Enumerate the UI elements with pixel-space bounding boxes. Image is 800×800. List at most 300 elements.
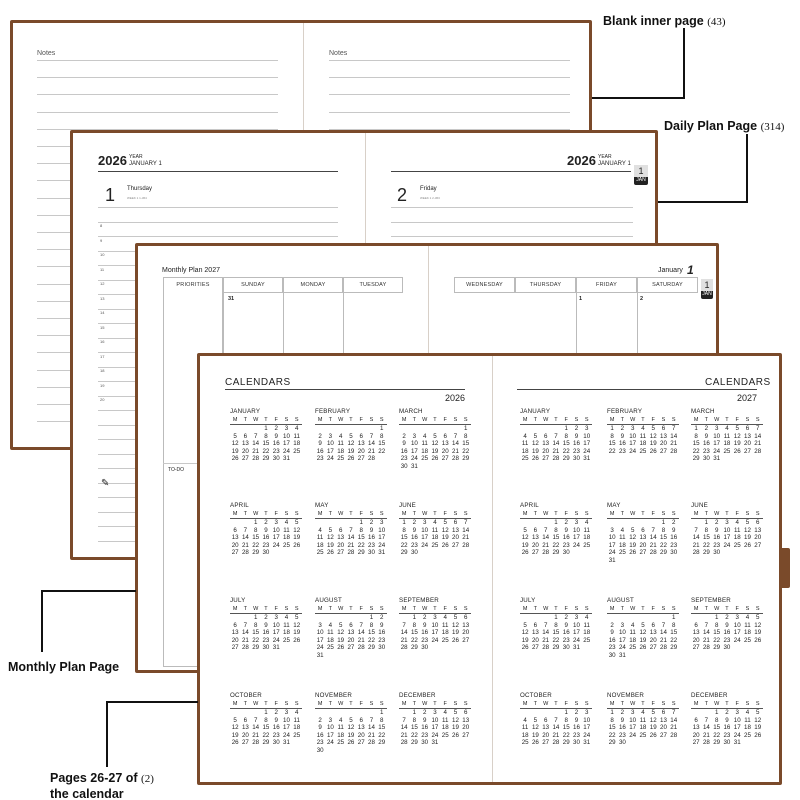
calendars-title-right: CALENDARS [705, 377, 771, 388]
day-cell: 4 [725, 425, 729, 432]
hour-label: 19 [100, 382, 105, 388]
day-cell: 11 [337, 724, 344, 732]
weekday-letter: F [443, 417, 447, 423]
day-cell: 11 [283, 526, 290, 534]
calendar-pages-book [197, 353, 782, 785]
day-cell: 17 [573, 534, 580, 542]
week-row [691, 709, 763, 717]
day-cell: 30 [723, 644, 731, 652]
weekday-letter: W [714, 606, 720, 612]
day-cell: 5 [453, 709, 458, 716]
day-cell: 2 [380, 614, 384, 621]
day-cell: 27 [357, 455, 365, 463]
day-cell [240, 519, 250, 527]
day-cell: 19 [231, 447, 239, 455]
hour-label: 16 [100, 339, 105, 344]
day-cell: 3 [328, 432, 333, 440]
day-cell: 27 [542, 455, 550, 463]
week-row [230, 709, 302, 717]
month-tab[interactable] [634, 165, 648, 185]
day-cell: 17 [316, 636, 324, 644]
weekday-letter: F [443, 606, 447, 612]
day-cell: 8 [412, 621, 417, 629]
weekday-letter: M [609, 701, 615, 707]
day-cell: 14 [452, 440, 459, 448]
day-cell: 17 [629, 724, 637, 732]
day-cell: 17 [733, 629, 741, 637]
weekday-letter: S [284, 606, 289, 612]
weekday-header [399, 701, 471, 709]
day-cell: 28 [542, 644, 550, 652]
day-cell: 29 [562, 739, 570, 747]
week-row [230, 455, 302, 463]
day-cell [691, 519, 701, 527]
day-cell: 13 [231, 629, 239, 637]
weekday-header [315, 606, 387, 614]
week-row [520, 455, 592, 463]
weekday-letter: T [328, 606, 333, 612]
week-row [520, 614, 592, 622]
month-block-january [230, 408, 302, 463]
day-cell: 22 [252, 541, 260, 549]
month-name: FEBRUARY [315, 408, 351, 415]
ruled-line [329, 112, 570, 113]
week-row [520, 519, 592, 527]
day-cell: 8 [412, 716, 417, 724]
day-cell: 27 [744, 447, 751, 455]
day-cell: 29 [608, 739, 616, 747]
weekday-header [399, 417, 471, 425]
day-cell: 28 [670, 731, 678, 739]
day-cell: 24 [733, 636, 741, 644]
day-cell: 13 [754, 526, 762, 534]
day-cell: 30 [573, 739, 580, 747]
day-cell: 1 [714, 614, 719, 621]
weekday-letter: F [564, 606, 568, 612]
month-name: MAY [315, 502, 329, 509]
day-cell: 10 [431, 621, 439, 629]
day-cell [450, 549, 460, 557]
week-row [691, 622, 763, 630]
day-cell: 29 [552, 549, 560, 557]
day-cell: 25 [441, 636, 449, 644]
day-cell [617, 614, 627, 622]
day-cell: 14 [670, 432, 678, 440]
week-row [520, 709, 592, 717]
day-cell: 25 [639, 447, 647, 455]
week-row [607, 549, 679, 557]
day-cell [430, 425, 440, 433]
day-cell: 2 [704, 425, 709, 432]
day-cell: 3 [585, 709, 589, 716]
day-cell: 22 [262, 447, 270, 455]
day-cell: 24 [378, 541, 386, 549]
callout-calendar-pages [50, 771, 154, 800]
day-cell: 26 [326, 549, 334, 557]
week-row [230, 732, 302, 740]
day-cell: 18 [337, 731, 345, 739]
day-cell: 20 [542, 731, 550, 739]
day-cell [230, 709, 240, 717]
day-cell [742, 549, 752, 557]
weekday-letter: W [543, 606, 549, 612]
week-row [315, 534, 387, 542]
day-cell: 9 [318, 440, 322, 448]
callout-line [42, 590, 136, 592]
day-cell: 26 [293, 541, 301, 549]
callout-daily-plan-page [664, 119, 784, 133]
weekday-letter: T [725, 511, 729, 517]
day-cell [230, 614, 240, 622]
weekday-letter: T [349, 701, 353, 707]
day-cell: 20 [462, 724, 470, 732]
day-cell [648, 739, 658, 747]
callout-line [658, 201, 748, 203]
day-cell: 29 [378, 739, 386, 747]
daily-year-word-right: YEAR [598, 154, 612, 160]
weekday-header [607, 701, 679, 709]
day-cell [346, 614, 356, 622]
day-cell: 11 [639, 716, 647, 724]
day-cell: 16 [410, 534, 418, 542]
day-cell: 9 [610, 629, 614, 637]
day-cell [450, 644, 460, 652]
day-cell: 19 [293, 534, 301, 542]
day-cell [669, 557, 679, 565]
day-cell: 28 [552, 455, 560, 463]
day-cell: 22 [702, 541, 710, 549]
day-cell: 5 [349, 432, 353, 440]
day-cell: 27 [660, 447, 667, 455]
day-cell: 8 [264, 432, 268, 440]
day-cell: 4 [630, 621, 635, 629]
weekday-letter: T [641, 701, 645, 707]
day-cell: 3 [284, 425, 289, 432]
day-cell: 9 [574, 716, 579, 724]
weekday-letter: T [243, 417, 248, 423]
day-cell [251, 709, 261, 717]
day-cell: 22 [713, 731, 721, 739]
day-cell: 22 [400, 541, 408, 549]
header-tuesday: TUESDAY [359, 282, 387, 288]
day-cell: 10 [629, 432, 637, 440]
week-row [230, 549, 302, 557]
day-cell: 2 [318, 432, 322, 440]
day-cell: 28 [452, 455, 459, 463]
day-cell: 18 [316, 541, 324, 549]
day-cell: 22 [562, 447, 570, 455]
day-cell: 13 [639, 534, 647, 542]
day-cell: 9 [564, 526, 568, 534]
day-cell: 6 [756, 519, 760, 526]
day-cell: 23 [421, 731, 429, 739]
day-cell: 7 [253, 716, 258, 724]
day-cell: 24 [573, 541, 580, 549]
weekday-letter: S [294, 606, 299, 612]
day-cell: 2 [264, 519, 268, 526]
day-cell: 17 [431, 724, 439, 732]
day-cell: 6 [349, 621, 353, 629]
week-row [230, 629, 302, 637]
day-cell: 20 [531, 541, 539, 549]
day-cell: 14 [670, 716, 678, 724]
weekday-letter: S [463, 606, 468, 612]
weekday-letter: T [620, 701, 625, 707]
weekday-letter: M [401, 511, 407, 517]
weekday-header [607, 606, 679, 614]
weekday-letter: W [338, 606, 344, 612]
day-cell: 26 [337, 644, 345, 652]
weekday-letter: S [671, 511, 676, 517]
day-cell: 13 [441, 440, 449, 448]
day-cell [315, 709, 325, 717]
day-cell: 6 [443, 432, 447, 440]
hour-label: 11 [100, 266, 105, 272]
day-cell: 6 [745, 425, 750, 432]
day-cell [530, 519, 540, 527]
callout-line [106, 701, 108, 767]
day-cell [628, 519, 638, 527]
day-cell: 12 [531, 724, 539, 732]
day-cell: 12 [337, 629, 345, 637]
day-cell: 6 [533, 526, 538, 534]
day-cell: 6 [243, 432, 248, 440]
day-cell: 15 [252, 629, 260, 637]
day-cell: 8 [464, 432, 468, 440]
weekday-letter: T [704, 417, 709, 423]
week-row [607, 717, 679, 725]
day-cell: 30 [262, 549, 270, 557]
weekday-letter: W [630, 417, 636, 423]
day-cell: 26 [452, 636, 459, 644]
ruled-line [98, 222, 338, 223]
day-cell: 16 [378, 629, 386, 637]
day-cell: 13 [357, 724, 365, 732]
day-cell: 14 [400, 629, 408, 637]
day-cell [638, 652, 648, 660]
day-cell: 4 [295, 425, 299, 432]
day-cell: 3 [274, 519, 278, 526]
hour-label: 13 [100, 295, 105, 301]
week-row [315, 455, 387, 463]
day-cell: 20 [744, 440, 751, 448]
day-cell: 2 [574, 425, 579, 432]
day-cell: 24 [723, 541, 731, 549]
day-cell: 11 [327, 629, 334, 637]
day-cell: 1 [554, 519, 558, 526]
day-cell [399, 425, 409, 433]
day-cell: 6 [694, 716, 698, 724]
day-cell: 28 [241, 549, 249, 557]
day-cell: 25 [283, 636, 290, 644]
week-row [520, 549, 592, 557]
day-cell: 2 [274, 425, 278, 432]
day-cell: 5 [533, 716, 538, 724]
day-cell: 22 [608, 731, 616, 739]
weekday-header [520, 701, 592, 709]
day-cell [658, 557, 668, 565]
day-cell: 26 [754, 636, 762, 644]
day-cell: 25 [744, 636, 751, 644]
day-cell: 30 [421, 644, 429, 652]
day-cell: 17 [583, 724, 591, 732]
day-cell: 29 [410, 739, 418, 747]
week-row [399, 629, 471, 637]
day-cell [346, 652, 356, 660]
weekday-letter: S [745, 417, 750, 423]
hour-label: 8 [100, 223, 103, 228]
day-cell: 21 [241, 541, 249, 549]
weekday-letter: S [463, 417, 468, 423]
day-cell: 28 [552, 739, 560, 747]
date-saturday: 2 [640, 296, 644, 302]
day-cell: 27 [754, 541, 762, 549]
day-cell: 30 [316, 746, 324, 754]
day-cell: 20 [347, 636, 355, 644]
day-cell: 18 [733, 534, 741, 542]
day-cell [638, 557, 648, 565]
monthly-month-number: 1 [687, 263, 694, 277]
day-cell: 29 [400, 549, 408, 557]
week-row [520, 425, 592, 433]
day-cell: 8 [402, 526, 406, 534]
day-cell: 4 [295, 709, 299, 716]
day-cell: 17 [733, 724, 741, 732]
day-cell: 6 [533, 621, 538, 629]
week-row [691, 440, 763, 448]
day-cell: 17 [272, 629, 280, 637]
day-cell: 27 [441, 455, 449, 463]
week-row [607, 557, 679, 565]
day-cell [325, 425, 335, 433]
day-cell: 25 [293, 731, 301, 739]
week-row [520, 448, 592, 456]
day-cell: 28 [670, 447, 678, 455]
day-cell [440, 549, 450, 557]
weekday-letter: W [630, 511, 636, 517]
day-cell: 29 [552, 644, 560, 652]
day-cell [628, 739, 638, 747]
day-cell: 8 [694, 432, 698, 440]
month-name: JUNE [399, 502, 416, 509]
week-row [691, 448, 763, 456]
month-name: JULY [520, 597, 536, 604]
day-cell [648, 652, 658, 660]
day-cell: 13 [649, 629, 657, 637]
month-tab[interactable] [701, 279, 713, 299]
day-cell: 4 [585, 614, 589, 621]
calendar-year-right: 2027 [737, 393, 758, 403]
week-row [691, 739, 763, 747]
header-rule [517, 389, 757, 390]
day-cell: 18 [639, 724, 647, 732]
day-cell: 14 [702, 724, 710, 732]
day-cell: 21 [702, 636, 710, 644]
day-cell: 27 [542, 739, 550, 747]
day-cell: 26 [521, 549, 529, 557]
day-cell: 6 [641, 526, 645, 534]
day-cell: 13 [357, 440, 365, 448]
daily-date-right: JANUARY 1 [598, 161, 631, 167]
day-cell [607, 519, 617, 527]
day-cell: 28 [252, 739, 260, 747]
day-cell: 31 [431, 739, 439, 747]
day-cell: 5 [756, 709, 760, 716]
day-cell: 5 [745, 519, 750, 526]
weekday-letter: T [620, 606, 625, 612]
day-cell: 11 [583, 526, 590, 534]
day-cell: 16 [421, 724, 429, 732]
daily-day-name-left: Thursday [127, 186, 153, 192]
day-cell: 8 [253, 621, 258, 629]
day-cell: 28 [252, 455, 260, 463]
day-cell: 28 [754, 447, 762, 455]
week-row [399, 440, 471, 448]
day-cell: 9 [725, 716, 729, 724]
day-cell: 10 [573, 526, 580, 534]
notes-title-left: Notes [37, 50, 56, 57]
day-cell: 14 [357, 629, 365, 637]
day-cell: 12 [431, 440, 439, 448]
day-cell [315, 425, 325, 433]
week-row [315, 747, 387, 755]
day-cell: 20 [542, 447, 550, 455]
day-cell [356, 652, 366, 660]
day-cell: 8 [369, 621, 374, 629]
day-cell: 4 [328, 621, 333, 629]
day-cell [617, 557, 627, 565]
day-cell [420, 549, 430, 557]
day-cell [628, 614, 638, 622]
day-cell: 23 [562, 541, 570, 549]
day-cell [377, 455, 387, 463]
monthly-plan-title: Monthly Plan 2027 [162, 267, 220, 274]
month-name: OCTOBER [230, 692, 262, 699]
week-row [399, 542, 471, 550]
week-row [520, 534, 592, 542]
day-cell: 5 [233, 716, 237, 724]
day-cell: 17 [723, 534, 731, 542]
day-cell: 7 [253, 432, 258, 440]
date-friday: 1 [579, 296, 583, 302]
day-cell: 9 [714, 526, 719, 534]
day-cell [541, 614, 551, 622]
day-cell: 18 [293, 440, 301, 448]
ruled-line [37, 94, 278, 95]
day-cell: 8 [264, 716, 268, 724]
day-cell: 28 [368, 455, 375, 463]
day-cell: 2 [274, 709, 278, 716]
day-cell: 28 [368, 739, 375, 747]
weekday-letter: S [284, 511, 289, 517]
weekday-letter: S [755, 701, 760, 707]
day-cell: 3 [630, 709, 635, 716]
day-cell: 2 [264, 614, 268, 621]
week-row [315, 433, 387, 441]
day-cell: 7 [672, 425, 676, 432]
weekday-letter: F [735, 417, 739, 423]
weekday-letter: W [338, 511, 344, 517]
weekday-letter: S [369, 701, 374, 707]
day-cell: 14 [552, 724, 560, 732]
day-cell: 9 [704, 432, 709, 440]
callout-count: (314) [760, 121, 785, 133]
day-cell: 16 [723, 629, 731, 637]
weekday-letter: M [522, 511, 528, 517]
hour-label: 15 [100, 324, 105, 330]
day-cell: 4 [641, 709, 645, 716]
day-cell: 9 [318, 724, 322, 732]
